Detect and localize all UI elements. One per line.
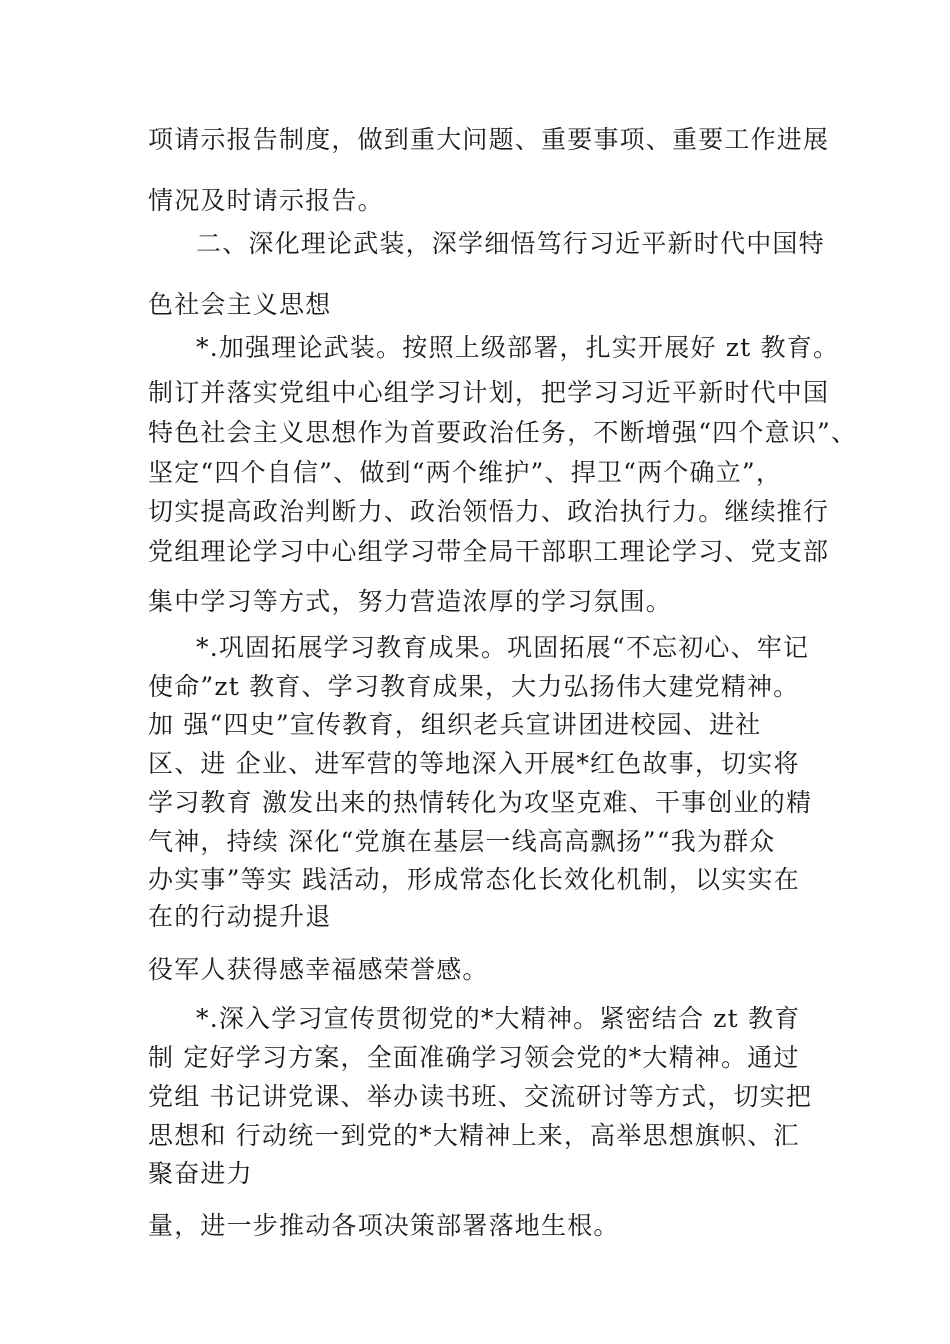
body-line: 集中学习等方式，努力营造浓厚的学习氛围。 [148, 587, 673, 616]
body-line: 聚奋进力 [148, 1159, 253, 1188]
body-line: 使命”zt 教育、学习教育成果，大力弘扬伟大建党精神。 [148, 672, 800, 701]
body-line: 切实提高政治判断力、政治领悟力、政治执行力。继续推行 [148, 497, 830, 526]
body-line: 区、进 企业、进军营的等地深入开展*红色故事，切实将 [148, 749, 800, 778]
body-line: 气神，持续 深化“党旗在基层一线高高飘扬”“我为群众 [148, 827, 776, 856]
body-line: 学习教育 激发出来的热情转化为攻坚克难、干事创业的精 [148, 788, 813, 817]
body-line: 制订并落实党组中心组学习计划，把学习习近平新时代中国 [148, 378, 830, 407]
body-line: 制 定好学习方案，全面准确学习领会党的*大精神。通过 [148, 1043, 800, 1072]
body-line: 特色社会主义思想作为首要政治任务，不断增强“四个意识”、 [148, 418, 858, 447]
paragraph-first-line: *.巩固拓展学习教育成果。巩固拓展“不忘初心、牢记 [196, 633, 810, 662]
body-line: 在的行动提升退 [148, 902, 332, 931]
body-line: 党组 书记讲党课、举办读书班、交流研讨等方式，切实把 [148, 1082, 813, 1111]
paragraph-first-line: *.加强理论武装。按照上级部署，扎实开展好 zt 教育。 [196, 333, 840, 362]
body-line: 加 强“四史”宣传教育，组织老兵宣讲团进校园、进社 [148, 710, 762, 739]
section-heading-line: 色社会主义思想 [148, 290, 332, 319]
body-line: 量，进一步推动各项决策部署落地生根。 [148, 1211, 620, 1240]
body-line: 役军人获得感幸福感荣誉感。 [148, 955, 489, 984]
body-line: 思想和 行动统一到党的*大精神上来，高举思想旗帜、汇 [148, 1121, 800, 1150]
body-line: 办实事”等实 践活动，形成常态化长效化机制，以实实在 [148, 865, 800, 894]
body-line: 坚定“四个自信”、做到“两个维护”、捍卫“两个确立”， [148, 458, 783, 487]
body-line: 党组理论学习中心组学习带全局干部职工理论学习、党支部 [148, 537, 830, 566]
section-heading-line: 二、深化理论武装，深学细悟笃行习近平新时代中国特 [196, 229, 825, 258]
body-line: 项请示报告制度，做到重大问题、重要事项、重要工作进展 [148, 125, 830, 154]
paragraph-first-line: *.深入学习宣传贯彻党的*大精神。紧密结合 zt 教育 [196, 1004, 801, 1033]
body-line: 情况及时请示报告。 [148, 186, 384, 215]
